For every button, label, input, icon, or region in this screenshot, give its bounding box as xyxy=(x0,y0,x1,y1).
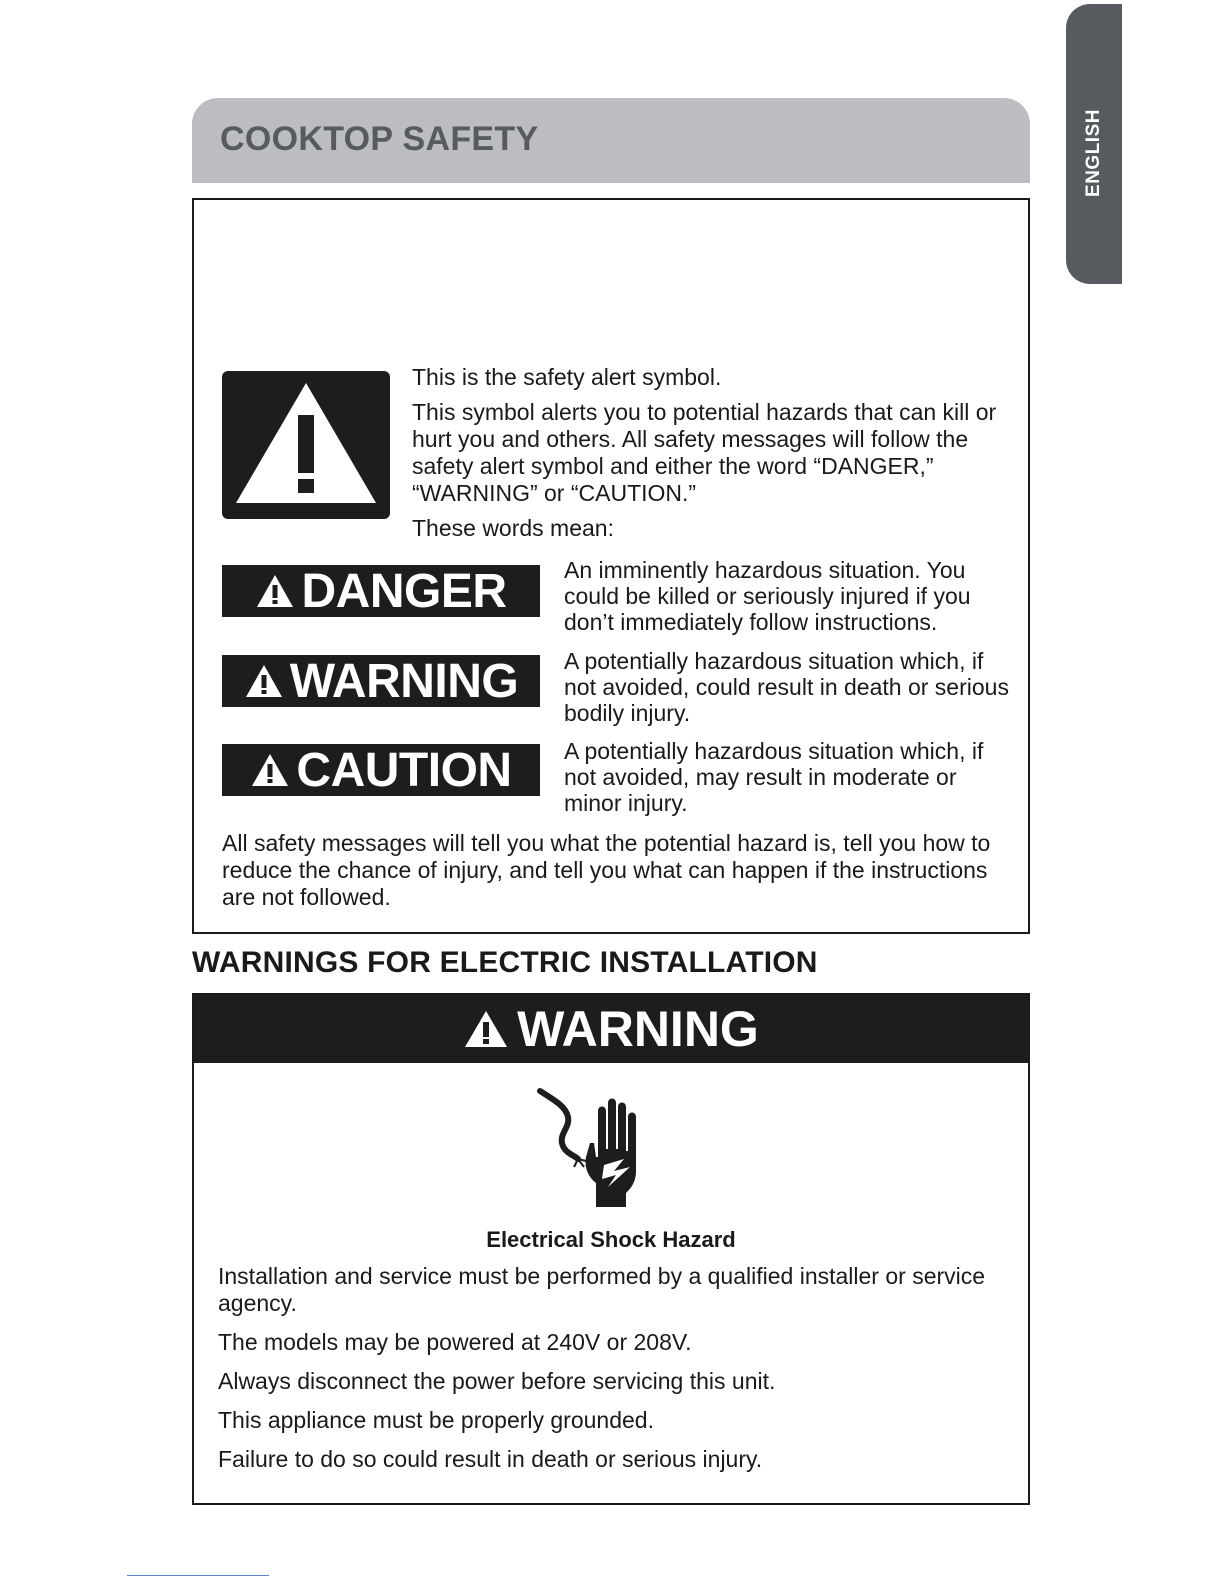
electric-warning-box xyxy=(192,993,1030,1505)
alert-triangle-icon xyxy=(255,573,295,609)
intro-text xyxy=(412,364,1012,550)
alert-triangle-icon xyxy=(244,663,284,699)
closing-text: All safety messages will tell you what the potential hazard is, tell you how to reduce the chance of injury, and tell you what can happen if the instructions are not followed. xyxy=(222,830,991,910)
language-tab[interactable] xyxy=(1066,4,1122,284)
section-header xyxy=(192,98,1030,183)
danger-description: An imminently hazardous situation. You could be killed or seriously injured if you don’t immediately follow instructions. xyxy=(564,557,971,635)
intro-line: These words mean: xyxy=(412,515,614,541)
danger-label xyxy=(222,565,540,617)
electrical-shock-hand-icon xyxy=(534,1087,654,1216)
alert-triangle-icon xyxy=(463,1009,509,1049)
caution-description: A potentially hazardous situation which, if not avoided, may result in moderate or minor injury. xyxy=(564,738,984,816)
warning-banner-text: WARNING xyxy=(517,1001,759,1057)
hazard-title: Electrical Shock Hazard xyxy=(486,1227,736,1252)
language-tab-label: ENGLISH xyxy=(1083,109,1104,197)
alert-triangle-icon xyxy=(250,752,290,788)
safety-alert-icon xyxy=(222,371,390,519)
section-title: COOKTOP SAFETY xyxy=(220,120,539,158)
electric-installation-heading: WARNINGS FOR ELECTRIC INSTALLATION xyxy=(192,946,818,979)
danger-word: DANGER xyxy=(301,564,507,618)
warning-line: Failure to do so could result in death or serious injury. xyxy=(218,1446,763,1472)
intro-line: This is the safety alert symbol. xyxy=(412,364,722,390)
warning-banner xyxy=(194,995,1028,1063)
caution-label xyxy=(222,744,540,796)
warning-label xyxy=(222,655,540,707)
warning-word: WARNING xyxy=(289,654,519,708)
warning-line: Always disconnect the power before servicing this unit. xyxy=(218,1368,776,1394)
warning-instructions xyxy=(218,1263,1008,1485)
warning-description: A potentially hazardous situation which, if not avoided, could result in death or serious bodily injury. xyxy=(564,648,1009,726)
blank-area xyxy=(224,240,994,350)
intro-line: This symbol alerts you to potential hazards that can kill or hurt you and others. All safety messages will follow the safety alert symbol and either the word “DANGER,” “WARNING” or “CAUTION.” xyxy=(412,399,997,506)
caution-word: CAUTION xyxy=(296,743,512,797)
warning-line: The models may be powered at 240V or 208V. xyxy=(218,1329,692,1355)
warning-line: Installation and service must be performed by a qualified installer or service agency. xyxy=(218,1263,986,1316)
warning-line: This appliance must be properly grounded. xyxy=(218,1407,654,1433)
footer-link-line[interactable] xyxy=(127,1575,269,1576)
